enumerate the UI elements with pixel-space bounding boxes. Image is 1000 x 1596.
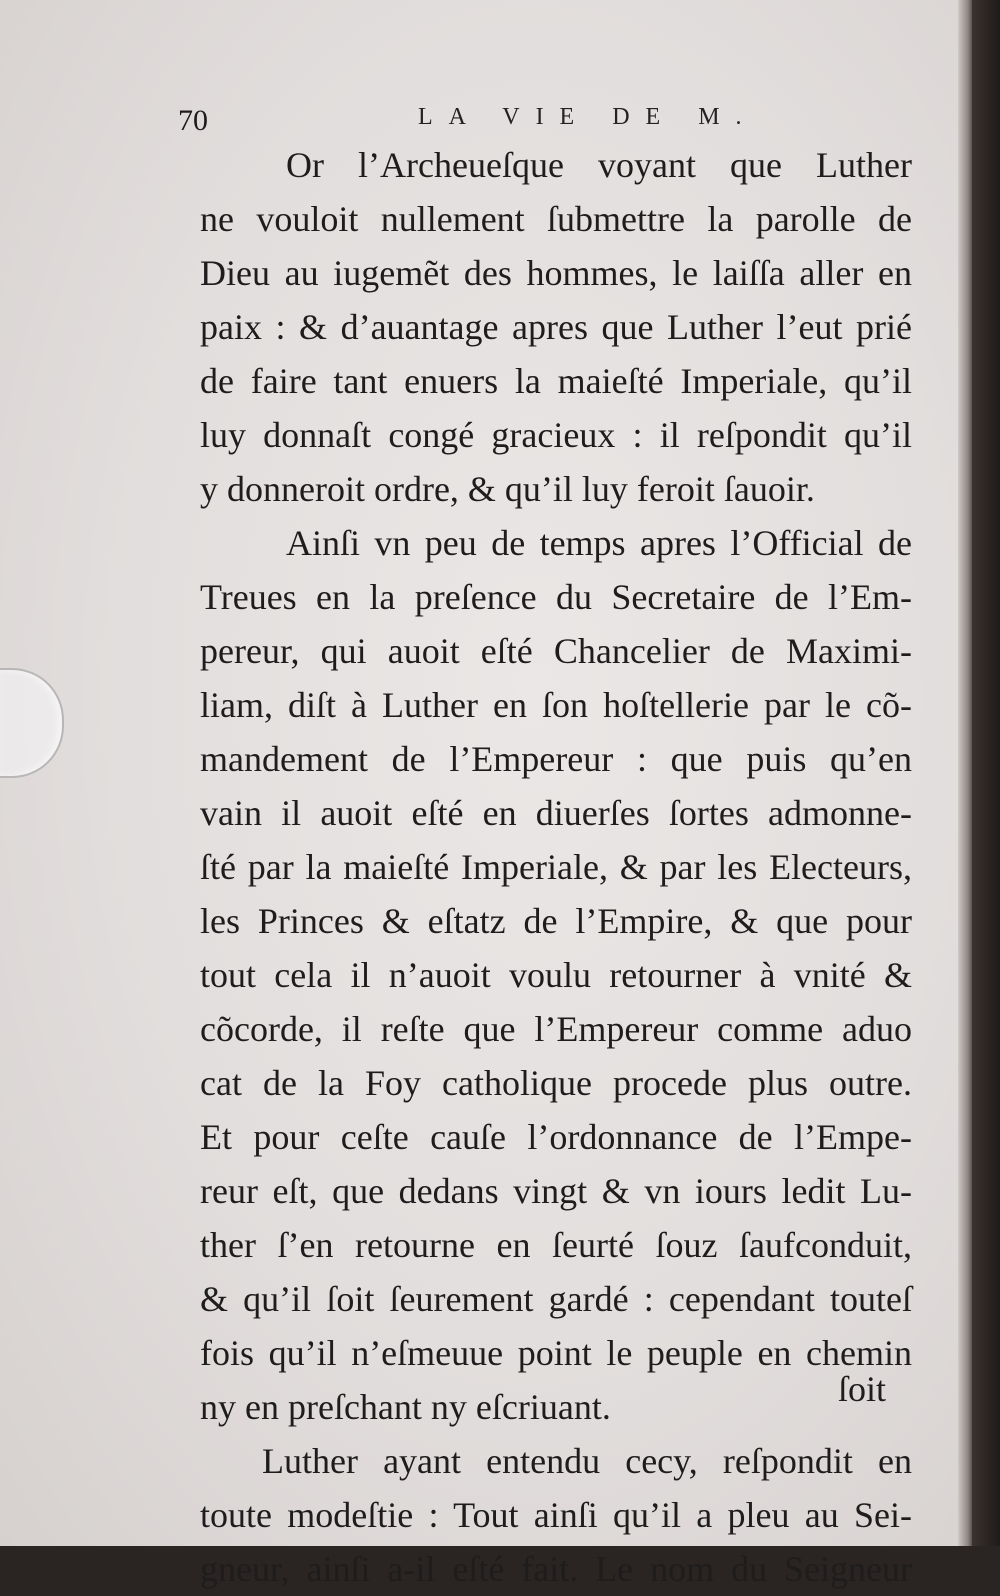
text-line: paix : & d’auantage apres que Luther l’eut prié [200, 307, 912, 347]
text-line: Luther ayant entendu cecy, reſpondit en [262, 1441, 912, 1481]
text-line: tout cela il n’auoit voulu retourner à vnité & [200, 955, 912, 995]
text-line: ſté par la maieſté Imperiale, & par les Electeurs, [200, 847, 912, 887]
page-gutter-shadow [958, 0, 972, 1546]
text-line: pereur, qui auoit eſté Chancelier de Maximi- [200, 631, 912, 671]
text-line: Dieu au iugemẽt des hommes, le laiſſa aller en [200, 253, 912, 293]
page-clip [0, 668, 64, 778]
text-line: ther ſ’en retourne en ſeurté ſouz ſaufconduit, [200, 1225, 912, 1265]
text-line: vain il auoit eſté en diuerſes ſortes admonne- [200, 793, 912, 833]
book-spine [972, 0, 1000, 1546]
text-line: mandement de l’Empereur : que puis qu’en [200, 739, 912, 779]
text-line: Et pour ceſte cauſe l’ordonnance de l’Empe- [200, 1117, 912, 1157]
text-line: ny en preſchant ny eſcriuant. [200, 1387, 611, 1427]
text-line: cõcorde, il reſte que l’Empereur comme aduo [200, 1009, 912, 1049]
running-head: LA VIE DE M. [418, 104, 758, 130]
text-line: cat de la Foy catholique procede plus outre. [200, 1063, 912, 1103]
text-line: Ainſi vn peu de temps apres l’Official de [286, 523, 912, 563]
body-text [200, 138, 912, 1596]
text-line: & qu’il ſoit ſeurement gardé : cependant touteſ [200, 1279, 912, 1319]
text-line: ne vouloit nullement ſubmettre la parolle de [200, 199, 912, 239]
text-line: les Princes & eſtatz de l’Empire, & que pour [200, 901, 912, 941]
text-line: gneur, ainſi a-il eſté fait. Le nom du Seigneur [200, 1549, 912, 1589]
text-line: de faire tant enuers la maieſté Imperiale, qu’il [200, 361, 912, 401]
text-line: liam, diſt à Luther en ſon hoſtellerie par le cõ- [200, 685, 912, 725]
text-line: Treues en la preſence du Secretaire de l’Em- [200, 577, 912, 617]
text-line: reur eſt, que dedans vingt & vn iours ledit Lu- [200, 1171, 912, 1211]
text-line: luy donnaſt congé gracieux : il reſpondit qu’il [200, 415, 912, 455]
text-line: fois qu’il n’eſmeuue point le peuple en chemin [200, 1333, 912, 1373]
text-line: y donneroit ordre, & qu’il luy feroit ſauoir. [200, 469, 815, 509]
catchword: ſoit [838, 1369, 887, 1409]
text-line: Or l’Archeueſque voyant que Luther [286, 145, 912, 185]
page-number: 70 [178, 104, 208, 137]
text-line: toute modeſtie : Tout ainſi qu’il a pleu au Sei- [200, 1495, 912, 1535]
